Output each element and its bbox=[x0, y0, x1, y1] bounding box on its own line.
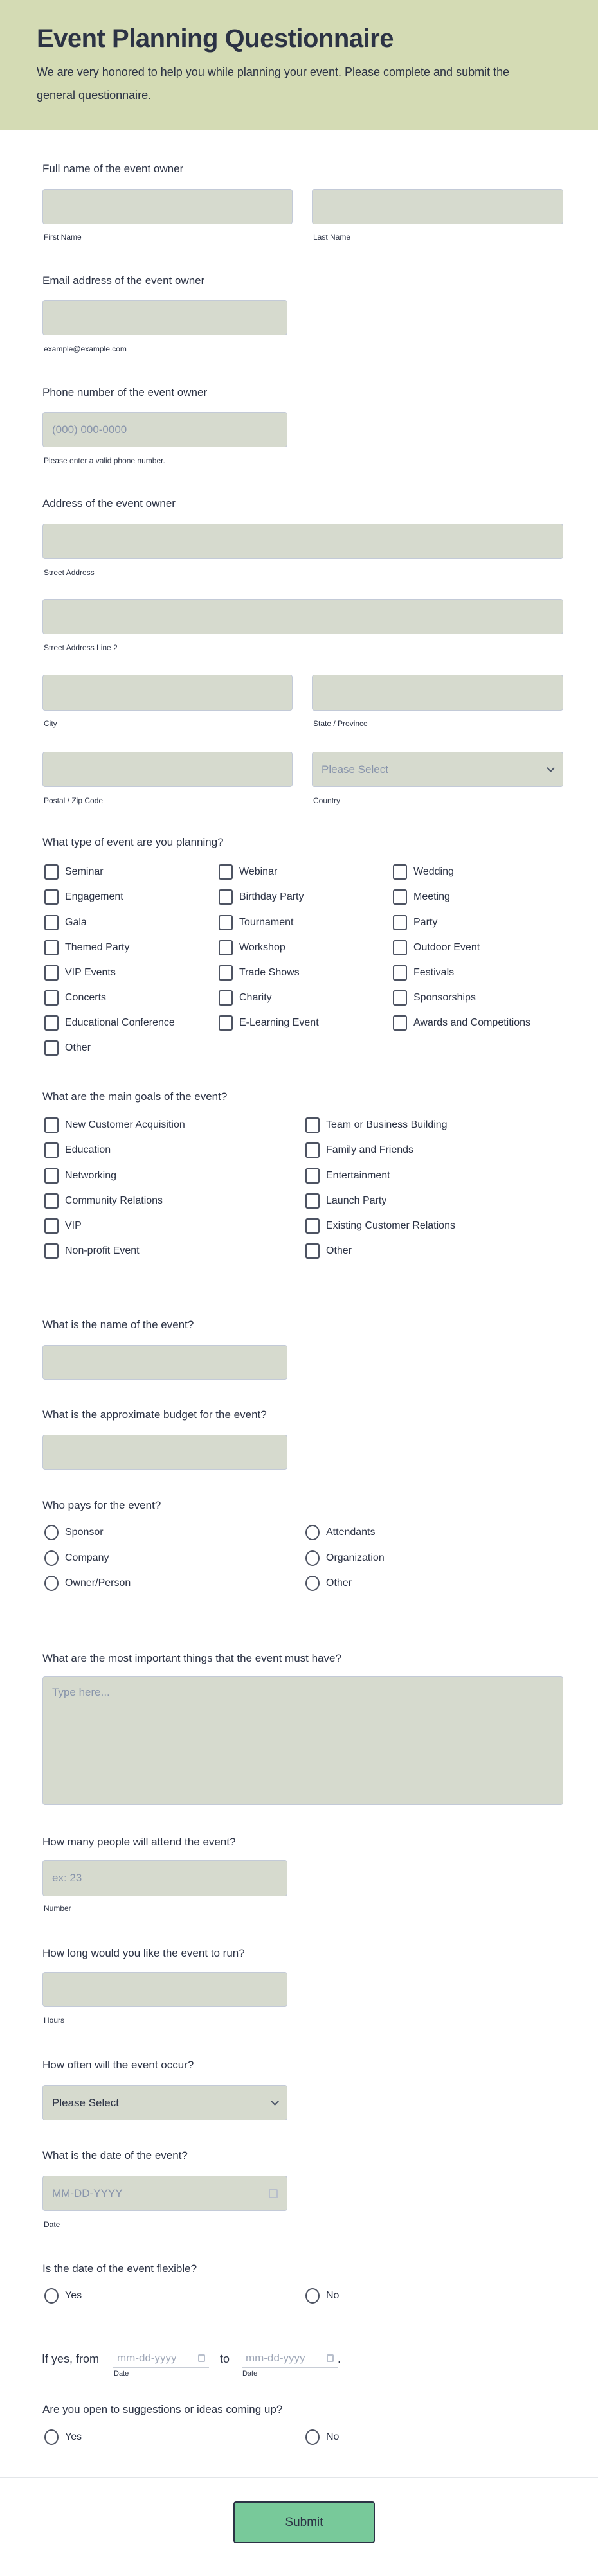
range-from-input[interactable] bbox=[113, 2349, 209, 2368]
checkbox-option[interactable] bbox=[219, 990, 272, 1006]
checkbox-option[interactable] bbox=[219, 965, 300, 981]
option-label: Seminar bbox=[65, 866, 104, 877]
radio-circle bbox=[305, 2288, 320, 2304]
duration-input[interactable] bbox=[42, 1972, 287, 2007]
option-label: Company bbox=[65, 1552, 109, 1563]
radio-option[interactable] bbox=[305, 1576, 352, 1591]
attendees-sublabel: Number bbox=[44, 1904, 71, 1913]
payer-label: Who pays for the event? bbox=[42, 1499, 161, 1511]
important-textarea[interactable] bbox=[42, 1676, 563, 1805]
street-address-2-sublabel: Street Address Line 2 bbox=[44, 643, 118, 652]
option-label: Gala bbox=[65, 917, 87, 928]
range-suffix: . bbox=[338, 2352, 341, 2365]
range-prefix: If yes, from bbox=[42, 2352, 100, 2365]
suggestions-label: Are you open to suggestions or ideas coming up? bbox=[42, 2403, 283, 2415]
important-label: What are the most important things that the event must have? bbox=[42, 1652, 341, 1664]
date-label: What is the date of the event? bbox=[42, 2149, 188, 2162]
option-label: E-Learning Event bbox=[239, 1017, 319, 1028]
frequency-label: How often will the event occur? bbox=[42, 2059, 194, 2071]
option-label: Charity bbox=[239, 992, 272, 1003]
option-label: Launch Party bbox=[326, 1195, 387, 1206]
checkbox-box bbox=[305, 1168, 320, 1184]
option-label: Owner/Person bbox=[65, 1577, 131, 1588]
page-title: Event Planning Questionnaire bbox=[37, 24, 394, 53]
checkbox-box bbox=[44, 1040, 59, 1056]
calendar-icon[interactable] bbox=[269, 2189, 278, 2198]
option-label: Family and Friends bbox=[326, 1144, 414, 1155]
checkbox-box bbox=[44, 1193, 59, 1209]
goals-label: What are the main goals of the event? bbox=[42, 1090, 228, 1103]
checkbox-box bbox=[44, 915, 59, 930]
checkbox-box bbox=[219, 889, 233, 905]
checkbox-option[interactable] bbox=[44, 864, 104, 880]
checkbox-option[interactable] bbox=[44, 1168, 116, 1184]
zip-input[interactable] bbox=[42, 752, 293, 787]
checkbox-box bbox=[219, 940, 233, 955]
radio-circle bbox=[44, 1576, 59, 1591]
option-label: No bbox=[326, 2431, 340, 2442]
option-label: Awards and Competitions bbox=[413, 1017, 531, 1028]
duration-label: How long would you like the event to run? bbox=[42, 1947, 245, 1959]
checkbox-option[interactable] bbox=[44, 915, 87, 930]
checkbox-option[interactable] bbox=[44, 1015, 175, 1031]
radio-circle bbox=[305, 2429, 320, 2445]
option-label: Existing Customer Relations bbox=[326, 1220, 455, 1231]
last-name-input[interactable] bbox=[312, 189, 563, 224]
checkbox-box bbox=[393, 915, 407, 930]
important-placeholder: Type here... bbox=[52, 1686, 110, 1698]
email-sublabel: example@example.com bbox=[44, 344, 127, 353]
checkbox-option[interactable] bbox=[44, 1193, 163, 1209]
checkbox-box bbox=[305, 1218, 320, 1234]
radio-option[interactable] bbox=[44, 1550, 109, 1566]
option-label: Workshop bbox=[239, 942, 285, 953]
option-label: Entertainment bbox=[326, 1170, 390, 1181]
date-input[interactable] bbox=[42, 2176, 287, 2211]
zip-sublabel: Postal / Zip Code bbox=[44, 796, 104, 805]
country-placeholder: Please Select bbox=[322, 763, 388, 776]
radio-circle bbox=[44, 2288, 59, 2304]
option-label: Organization bbox=[326, 1552, 385, 1563]
checkbox-option[interactable] bbox=[44, 940, 129, 955]
chevron-down-icon bbox=[271, 2097, 279, 2106]
option-label: Outdoor Event bbox=[413, 942, 480, 953]
checkbox-option[interactable] bbox=[393, 940, 480, 955]
option-label: Tournament bbox=[239, 917, 294, 928]
option-label: Other bbox=[326, 1577, 352, 1588]
flexible-yes-radio[interactable] bbox=[44, 2288, 82, 2304]
option-label: Festivals bbox=[413, 967, 455, 978]
checkbox-option[interactable] bbox=[305, 1168, 390, 1184]
event-type-label: What type of event are you planning? bbox=[42, 836, 224, 848]
flexible-no-radio[interactable] bbox=[305, 2288, 339, 2304]
option-label: Non-profit Event bbox=[65, 1245, 140, 1256]
email-label: Email address of the event owner bbox=[42, 274, 205, 287]
checkbox-option[interactable] bbox=[44, 965, 116, 981]
option-label: Birthday Party bbox=[239, 891, 304, 902]
street-address-2-input[interactable] bbox=[42, 599, 563, 634]
flexible-label: Is the date of the event flexible? bbox=[42, 2262, 197, 2275]
budget-label: What is the approximate budget for the event? bbox=[42, 1408, 267, 1421]
state-input[interactable] bbox=[312, 675, 563, 711]
radio-option[interactable] bbox=[44, 1576, 131, 1591]
option-label: Concerts bbox=[65, 992, 107, 1003]
street-address-sublabel: Street Address bbox=[44, 568, 95, 577]
radio-option[interactable] bbox=[305, 1550, 385, 1566]
checkbox-box bbox=[44, 864, 59, 880]
radio-circle bbox=[305, 1550, 320, 1566]
range-to-placeholder: mm-dd-yyyy bbox=[246, 2352, 305, 2364]
checkbox-option[interactable] bbox=[44, 889, 123, 905]
checkbox-box bbox=[219, 864, 233, 880]
calendar-icon[interactable] bbox=[327, 2354, 334, 2362]
city-input[interactable] bbox=[42, 675, 293, 711]
duration-sublabel: Hours bbox=[44, 2016, 65, 2025]
checkbox-option[interactable] bbox=[393, 990, 476, 1006]
checkbox-option[interactable] bbox=[393, 965, 454, 981]
checkbox-option[interactable] bbox=[393, 915, 437, 930]
radio-circle bbox=[44, 2429, 59, 2445]
checkbox-option[interactable] bbox=[305, 1243, 352, 1259]
range-to-input[interactable] bbox=[242, 2349, 338, 2368]
checkbox-option[interactable] bbox=[44, 990, 106, 1006]
option-label: Sponsor bbox=[65, 1527, 104, 1538]
attendees-input[interactable] bbox=[42, 1860, 287, 1896]
checkbox-box bbox=[393, 990, 407, 1006]
checkbox-box bbox=[44, 990, 59, 1006]
checkbox-option[interactable] bbox=[219, 864, 277, 880]
full-name-label: Full name of the event owner bbox=[42, 163, 184, 175]
option-label: Themed Party bbox=[65, 942, 130, 953]
option-label: New Customer Acquisition bbox=[65, 1119, 185, 1130]
range-to-label: to bbox=[220, 2352, 230, 2365]
submit-button[interactable]: Submit bbox=[233, 2501, 375, 2543]
checkbox-option[interactable] bbox=[44, 1142, 111, 1158]
address-label: Address of the event owner bbox=[42, 497, 176, 510]
option-label: Trade Shows bbox=[239, 967, 300, 978]
checkbox-box bbox=[219, 1015, 233, 1031]
checkbox-box bbox=[305, 1117, 320, 1133]
range-from-placeholder: mm-dd-yyyy bbox=[117, 2352, 177, 2364]
option-label: Education bbox=[65, 1144, 111, 1155]
checkbox-box bbox=[44, 965, 59, 981]
option-label: Educational Conference bbox=[65, 1017, 175, 1028]
option-label: Other bbox=[65, 1042, 91, 1053]
checkbox-option[interactable] bbox=[44, 1040, 91, 1056]
budget-input[interactable] bbox=[42, 1435, 287, 1470]
checkbox-box bbox=[219, 965, 233, 981]
option-label: Engagement bbox=[65, 891, 123, 902]
option-label: Yes bbox=[65, 2431, 82, 2442]
attendees-label: How many people will attend the event? bbox=[42, 1836, 236, 1848]
option-label: Networking bbox=[65, 1170, 117, 1181]
radio-option[interactable] bbox=[44, 1525, 104, 1540]
checkbox-option[interactable] bbox=[305, 1218, 455, 1234]
checkbox-box bbox=[305, 1142, 320, 1158]
option-label: Team or Business Building bbox=[326, 1119, 448, 1130]
form-header bbox=[0, 0, 598, 130]
checkbox-box bbox=[44, 1015, 59, 1031]
first-name-input[interactable] bbox=[42, 189, 293, 224]
checkbox-box bbox=[305, 1193, 320, 1209]
option-label: Attendants bbox=[326, 1527, 376, 1538]
option-label: Other bbox=[326, 1245, 352, 1256]
frequency-value: Please Select bbox=[52, 2096, 119, 2109]
option-label: Webinar bbox=[239, 866, 278, 877]
option-label: Meeting bbox=[413, 891, 450, 902]
suggestions-no-radio[interactable] bbox=[305, 2429, 339, 2445]
state-sublabel: State / Province bbox=[313, 719, 368, 728]
checkbox-option[interactable] bbox=[219, 889, 304, 905]
range-to-sublabel: Date bbox=[242, 2370, 258, 2377]
checkbox-box bbox=[305, 1243, 320, 1259]
attendees-placeholder: ex: 23 bbox=[52, 1872, 82, 1884]
divider bbox=[0, 2477, 598, 2478]
suggestions-yes-radio[interactable] bbox=[44, 2429, 82, 2445]
checkbox-option[interactable] bbox=[219, 1015, 319, 1031]
radio-circle bbox=[305, 1525, 320, 1540]
checkbox-box bbox=[393, 1015, 407, 1031]
calendar-icon[interactable] bbox=[198, 2354, 205, 2362]
option-label: Wedding bbox=[413, 866, 454, 877]
checkbox-option[interactable] bbox=[219, 940, 285, 955]
country-sublabel: Country bbox=[313, 796, 341, 805]
checkbox-box bbox=[44, 1243, 59, 1259]
checkbox-box bbox=[44, 1168, 59, 1184]
checkbox-option[interactable] bbox=[44, 1117, 185, 1133]
phone-placeholder: (000) 000-0000 bbox=[52, 423, 127, 436]
checkbox-option[interactable] bbox=[305, 1117, 448, 1133]
frequency-select[interactable] bbox=[42, 2085, 287, 2120]
checkbox-option[interactable] bbox=[393, 889, 450, 905]
phone-label: Phone number of the event owner bbox=[42, 386, 208, 398]
option-label: No bbox=[326, 2290, 340, 2301]
checkbox-box bbox=[44, 940, 59, 955]
radio-circle bbox=[44, 1525, 59, 1540]
option-label: VIP Events bbox=[65, 967, 116, 978]
form-description: We are very honored to help you while planning your event. Please complete and submit the general questionnaire. bbox=[37, 66, 510, 102]
option-label: Sponsorships bbox=[413, 992, 476, 1003]
street-address-input[interactable] bbox=[42, 524, 563, 559]
option-label: VIP bbox=[65, 1220, 82, 1231]
checkbox-box bbox=[393, 940, 407, 955]
checkbox-box bbox=[219, 915, 233, 930]
city-sublabel: City bbox=[44, 719, 57, 728]
checkbox-box bbox=[393, 889, 407, 905]
checkbox-box bbox=[44, 1142, 59, 1158]
checkbox-box bbox=[393, 864, 407, 880]
checkbox-option[interactable] bbox=[305, 1193, 386, 1209]
checkbox-box bbox=[44, 1218, 59, 1234]
radio-circle bbox=[44, 1550, 59, 1566]
checkbox-box bbox=[44, 1117, 59, 1133]
option-label: Community Relations bbox=[65, 1195, 163, 1206]
checkbox-box bbox=[393, 965, 407, 981]
checkbox-option[interactable] bbox=[305, 1142, 413, 1158]
range-from-sublabel: Date bbox=[114, 2370, 129, 2377]
country-select[interactable] bbox=[312, 752, 563, 787]
last-name-sublabel: Last Name bbox=[313, 233, 351, 242]
phone-input[interactable] bbox=[42, 412, 287, 447]
radio-option[interactable] bbox=[305, 1525, 376, 1540]
first-name-sublabel: First Name bbox=[44, 233, 82, 242]
checkbox-box bbox=[44, 889, 59, 905]
checkbox-option[interactable] bbox=[44, 1243, 140, 1259]
chevron-down-icon bbox=[547, 764, 555, 772]
checkbox-option[interactable] bbox=[219, 915, 294, 930]
date-sublabel: Date bbox=[44, 2220, 60, 2229]
checkbox-option[interactable] bbox=[44, 1218, 82, 1234]
option-label: Yes bbox=[65, 2290, 82, 2301]
checkbox-option[interactable] bbox=[393, 1015, 530, 1031]
checkbox-box bbox=[219, 990, 233, 1006]
checkbox-option[interactable] bbox=[393, 864, 454, 880]
option-label: Party bbox=[413, 917, 438, 928]
event-name-label: What is the name of the event? bbox=[42, 1319, 194, 1331]
radio-circle bbox=[305, 1576, 320, 1591]
date-placeholder: MM-DD-YYYY bbox=[52, 2187, 123, 2199]
event-name-input[interactable] bbox=[42, 1345, 287, 1380]
phone-sublabel: Please enter a valid phone number. bbox=[44, 456, 165, 465]
email-input[interactable] bbox=[42, 300, 287, 335]
